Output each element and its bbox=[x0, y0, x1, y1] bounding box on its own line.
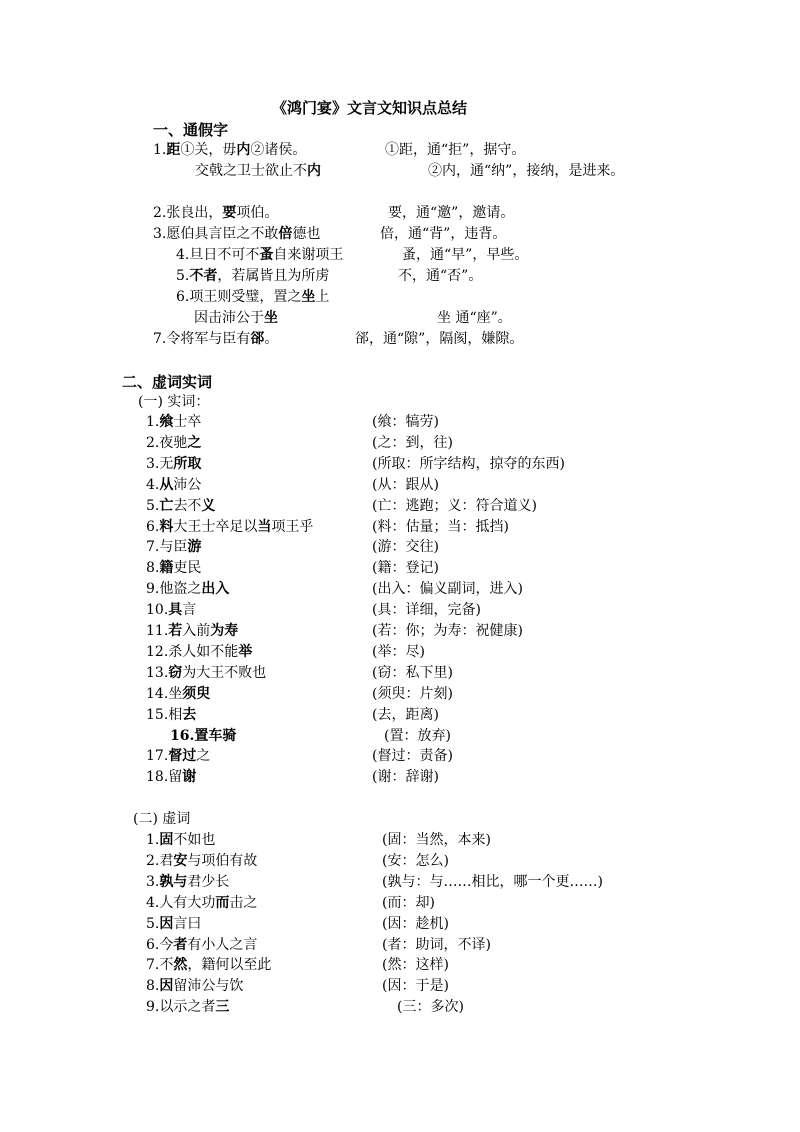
tongjia-note: 不，通“否”。 bbox=[398, 268, 483, 284]
shici-note: (之：到，往) bbox=[372, 435, 453, 451]
shici-item: 2.夜驰之 bbox=[146, 435, 202, 451]
xuci-note: (固：当然，本来) bbox=[382, 832, 491, 848]
section-heading-xuci-shici: 二、虚词实词 bbox=[122, 373, 213, 391]
shici-note: (具：详细，完备) bbox=[372, 602, 481, 618]
xuci-item: 2.君安与项伯有故 bbox=[146, 853, 258, 869]
xuci-note: (而：却) bbox=[382, 895, 435, 911]
tongjia-note: 蚤，通“早”，早些。 bbox=[402, 247, 529, 263]
shici-note: (从：跟从) bbox=[372, 477, 439, 493]
page-title: 《鸿门宴》文言文知识点总结 bbox=[272, 99, 468, 117]
xuci-item: 9.以示之者三 bbox=[146, 999, 230, 1015]
section-heading-tongjiazi: 一、通假字 bbox=[153, 121, 229, 139]
shici-note: (窃：私下里) bbox=[372, 665, 453, 681]
shici-item: 6.料大王士卒足以当项王乎 bbox=[146, 519, 314, 535]
shici-item: 13.窃为大王不败也 bbox=[146, 665, 267, 681]
tongjia-note: 郤，通“隙”，隔阂，嫌隙。 bbox=[355, 331, 524, 347]
shici-note: (置：放弃) bbox=[384, 728, 451, 744]
shici-note: (料：估量；当：抵挡) bbox=[372, 519, 509, 535]
shici-item: 15.相去 bbox=[146, 707, 197, 723]
shici-note: (籍：登记) bbox=[372, 560, 439, 576]
tongjia-item: 2.张良出，要项伯。 bbox=[153, 205, 279, 221]
xuci-item: 3.孰与君少长 bbox=[146, 874, 230, 890]
tongjia-note: ①距，通“拒”，据守。 bbox=[385, 142, 526, 158]
subheading-xuci: (二) 虚词 bbox=[133, 811, 191, 827]
shici-item: 3.无所取 bbox=[146, 456, 202, 472]
tongjia-item: 交戟之卫士欲止不内 bbox=[195, 163, 321, 179]
shici-note: (须臾：片刻) bbox=[372, 686, 453, 702]
tongjia-item: 1.距①关，毋内②诸侯。 bbox=[153, 142, 307, 158]
shici-note: (游：交往) bbox=[372, 539, 439, 555]
xuci-note: (然：这样) bbox=[382, 957, 449, 973]
shici-item: 9.他盗之出入 bbox=[146, 581, 230, 597]
tongjia-item: 5.不者，若属皆且为所虏 bbox=[176, 268, 330, 284]
shici-item: 4.从沛公 bbox=[146, 477, 202, 493]
tongjia-item: 6.项王则受璧，置之坐上 bbox=[176, 289, 330, 305]
xuci-note: (三：多次) bbox=[397, 999, 464, 1015]
tongjia-note: 要，通“邀”，邀请。 bbox=[388, 205, 515, 221]
xuci-item: 7.不然，籍何以至此 bbox=[146, 957, 272, 973]
tongjia-item: 4.旦日不可不蚤自来谢项王 bbox=[176, 247, 344, 263]
shici-item: 14.坐须臾 bbox=[146, 686, 211, 702]
shici-item: 16.置车骑 bbox=[170, 728, 237, 744]
shici-item: 18.留谢 bbox=[146, 769, 197, 785]
tongjia-item: 7.令将军与臣有郤。 bbox=[153, 331, 279, 347]
tongjia-note: 倍，通“背”，违背。 bbox=[380, 226, 507, 242]
xuci-item: 6.今者有小人之言 bbox=[146, 937, 258, 953]
shici-item: 10.具言 bbox=[146, 602, 197, 618]
shici-item: 11.若入前为寿 bbox=[146, 623, 239, 639]
xuci-item: 8.因留沛公与饮 bbox=[146, 978, 244, 994]
shici-note: (督过：责备) bbox=[372, 748, 453, 764]
subheading-shici: (一) 实词： bbox=[138, 394, 210, 410]
tongjia-note: ②内，通“纳”，接纳，是进来。 bbox=[428, 163, 625, 179]
shici-item: 1.飨士卒 bbox=[146, 414, 202, 430]
shici-note: (飨：犒劳) bbox=[372, 414, 439, 430]
shici-note: (所取：所字结构，掠夺的东西) bbox=[372, 456, 565, 472]
shici-item: 12.杀人如不能举 bbox=[146, 644, 253, 660]
xuci-note: (因：于是) bbox=[382, 978, 449, 994]
shici-item: 8.籍吏民 bbox=[146, 560, 202, 576]
xuci-note: (因：趁机) bbox=[382, 916, 449, 932]
tongjia-note: 坐 通“座”。 bbox=[437, 310, 512, 326]
xuci-item: 4.人有大功而击之 bbox=[146, 895, 258, 911]
tongjia-item: 3.愿伯具言臣之不敢倍德也 bbox=[153, 226, 321, 242]
shici-note: (谢：辞谢) bbox=[372, 769, 439, 785]
xuci-item: 5.因言曰 bbox=[146, 916, 202, 932]
shici-note: (去，距离) bbox=[372, 707, 439, 723]
shici-note: (举：尽) bbox=[372, 644, 425, 660]
tongjia-item: 因击沛公于坐 bbox=[194, 310, 278, 326]
xuci-note: (者：助词，不译) bbox=[382, 937, 491, 953]
shici-note: (亡：逃跑；义：符合道义) bbox=[372, 498, 537, 514]
xuci-note: (孰与：与……相比，哪一个更……) bbox=[382, 874, 603, 890]
xuci-item: 1.固不如也 bbox=[146, 832, 216, 848]
shici-item: 5.亡去不义 bbox=[146, 498, 216, 514]
shici-item: 7.与臣游 bbox=[146, 539, 202, 555]
shici-note: (若：你；为寿：祝健康) bbox=[372, 623, 523, 639]
shici-item: 17.督过之 bbox=[146, 748, 211, 764]
shici-note: (出入：偏义副词，进入) bbox=[372, 581, 523, 597]
xuci-note: (安：怎么) bbox=[382, 853, 449, 869]
